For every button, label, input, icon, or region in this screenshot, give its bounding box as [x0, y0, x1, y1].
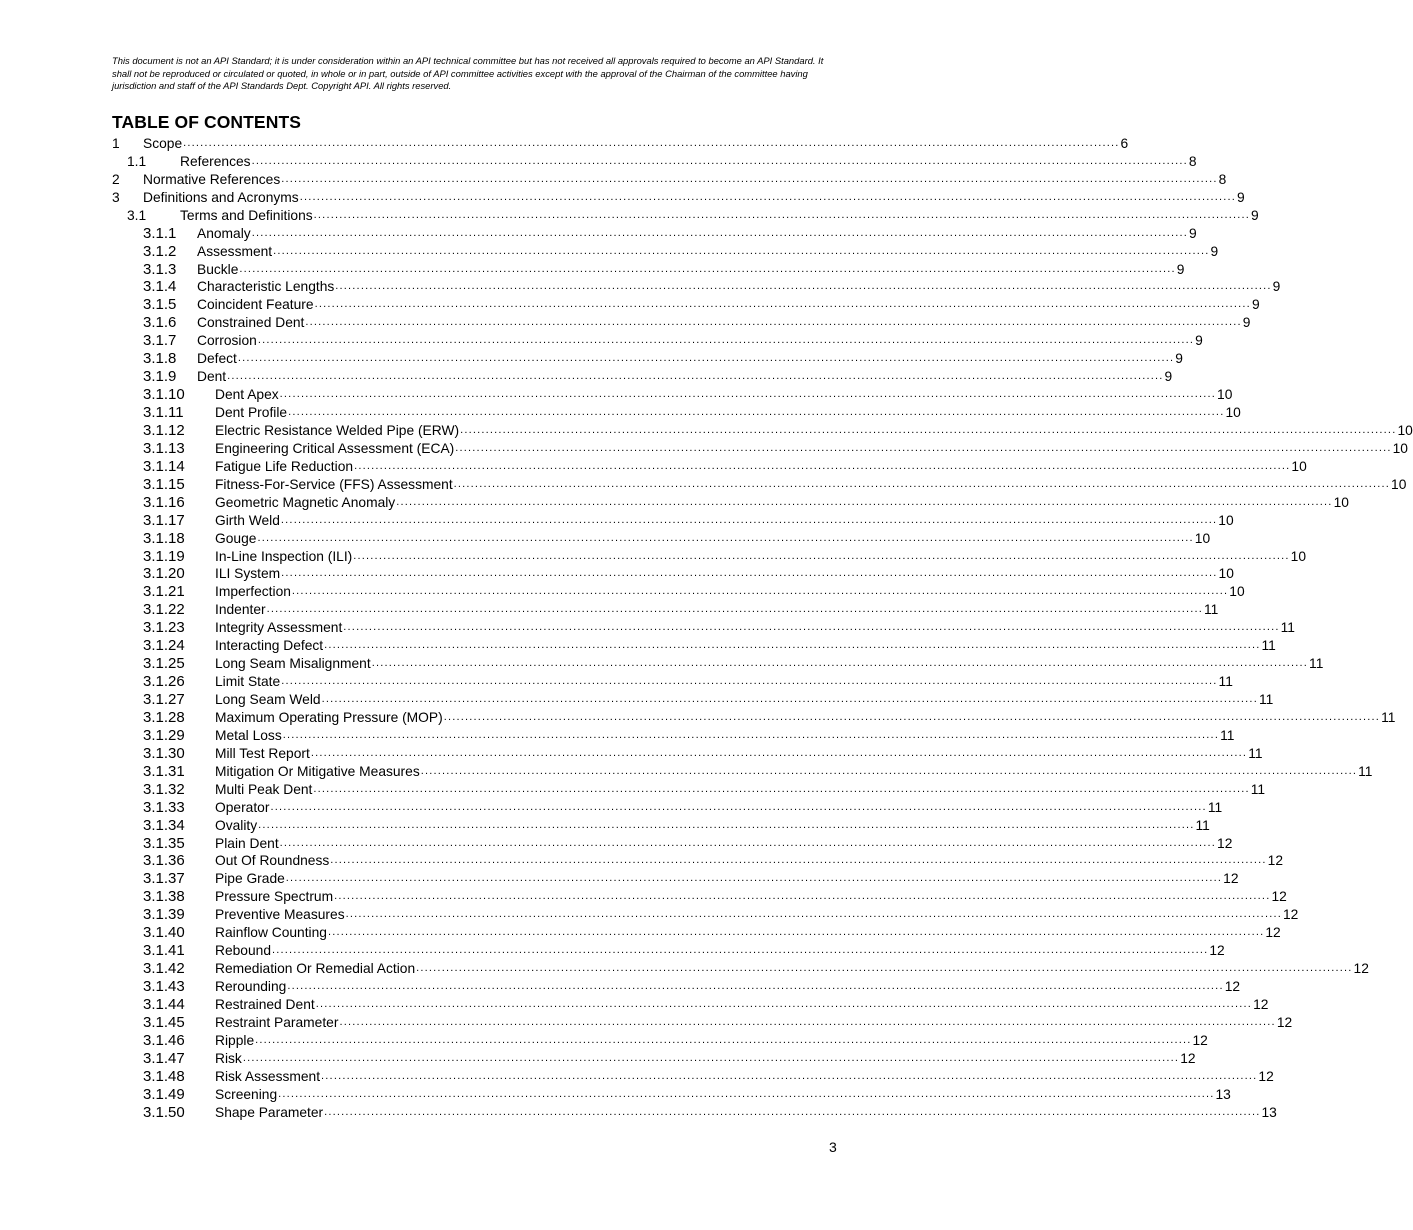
toc-entry-title[interactable]: Maximum Operating Pressure (MOP) [215, 709, 443, 725]
toc-entry[interactable] [112, 654, 1324, 673]
toc-entry-title[interactable]: Integrity Assessment [215, 620, 343, 636]
toc-entry-title[interactable]: Constrained Dent [197, 315, 305, 331]
toc-entry[interactable] [112, 224, 1197, 242]
toc-entry-number: 3.1.21 [143, 583, 185, 601]
toc-entry-page[interactable]: 10 [1290, 548, 1306, 564]
toc-entry-page[interactable]: 11 [1207, 799, 1223, 815]
toc-entry-page[interactable]: 12 [1192, 1032, 1208, 1048]
toc-entry-number: 3.1.33 [143, 798, 185, 816]
toc-entry-page[interactable]: 13 [1215, 1086, 1231, 1102]
toc-entry-page[interactable]: 11 [1258, 692, 1274, 707]
toc-entry-number: 3.1.46 [143, 1031, 185, 1049]
toc-entry[interactable] [112, 600, 1219, 619]
dot-leader: ............................................................................................................................................................................................................................ [183, 136, 1120, 149]
toc-entry-title[interactable]: Buckle [197, 261, 239, 277]
toc-entry-page[interactable]: 10 [1391, 476, 1407, 492]
dot-leader: ............................................................................................................................................................................................................................ [321, 693, 1258, 705]
toc-entry-number: 3.1.23 [143, 619, 185, 637]
toc-entry[interactable] [112, 547, 1306, 565]
dot-leader: ............................................................................................................................................................................................................................ [353, 549, 1290, 562]
toc-entry-page[interactable]: 11 [1204, 602, 1219, 618]
dot-leader: ............................................................................................................................................................................................................................ [280, 513, 1218, 526]
toc-entry-page[interactable]: 9 [1176, 261, 1185, 277]
toc-entry[interactable] [112, 977, 1241, 995]
toc-entry-number: 3.1.44 [143, 995, 185, 1013]
toc-entry-number: 3.1.47 [143, 1049, 185, 1067]
toc-entry[interactable] [112, 331, 1203, 350]
toc-entry[interactable] [112, 672, 1233, 691]
toc-entry[interactable] [112, 995, 1269, 1013]
toc-entry-number: 3.1.36 [143, 852, 185, 870]
dot-leader: ............................................................................................................................................................................................................................ [227, 370, 1164, 383]
toc-heading: TABLE OF CONTENTS [112, 112, 302, 132]
toc-entry-number: 3.1.28 [143, 708, 185, 726]
toc-entry[interactable] [112, 762, 1373, 780]
toc-entry[interactable] [112, 798, 1223, 816]
toc-entry-title[interactable]: Remediation Or Remedial Action [215, 961, 416, 977]
dot-leader: ............................................................................................................................................................................................................................ [239, 262, 1176, 275]
toc-entry-title[interactable]: Dent Profile [215, 405, 288, 420]
toc-entry-number: 3.1.1 [143, 224, 177, 242]
dot-leader: ............................................................................................................................................................................................................................ [273, 244, 1210, 257]
toc-entry[interactable] [112, 618, 1295, 637]
toc-entry-title[interactable]: Long Seam Misalignment [215, 656, 371, 672]
dot-leader: ............................................................................................................................................................................................................................ [299, 190, 1237, 203]
toc-entry-number: 2 [112, 171, 120, 187]
toc-entry-number: 3.1.29 [143, 726, 185, 744]
toc-entry-number: 3.1.22 [143, 601, 185, 619]
toc-entry-page[interactable]: 11 [1250, 781, 1266, 797]
toc-entry-page[interactable]: 9 [1237, 189, 1245, 205]
toc-entry[interactable] [112, 1049, 1196, 1067]
dot-leader: ............................................................................................................................................................................................................................ [237, 352, 1175, 365]
dot-leader: ............................................................................................................................................................................................................................ [443, 710, 1381, 723]
toc-entry[interactable] [112, 421, 1413, 439]
toc-entry-number: 3.1.38 [143, 888, 185, 906]
toc-entry-number: 1 [112, 135, 120, 151]
toc-entry[interactable] [112, 475, 1407, 493]
toc-entry[interactable] [112, 1085, 1231, 1103]
toc-entry-page[interactable]: 9 [1195, 333, 1203, 349]
toc-entry[interactable] [112, 188, 1245, 206]
toc-entry-number: 3.1.7 [143, 332, 177, 350]
toc-entry-number: 3.1.15 [143, 475, 185, 493]
toc-entry-page[interactable]: 10 [1291, 458, 1307, 474]
toc-entry-title[interactable]: Definitions and Acronyms [143, 189, 299, 205]
toc-entry-title[interactable]: Multi Peak Dent [215, 781, 313, 797]
toc-entry[interactable] [112, 349, 1183, 368]
toc-entry-title[interactable]: ILI System [215, 566, 281, 582]
toc-entry[interactable] [112, 1103, 1277, 1121]
toc-entry[interactable] [112, 529, 1211, 547]
dot-leader: ............................................................................................................................................................................................................................ [266, 603, 1203, 616]
toc-entry-title[interactable]: Out Of Roundness [215, 853, 330, 869]
dot-leader: ............................................................................................................................................................................................................................ [257, 531, 1194, 544]
toc-entry-page[interactable]: 10 [1333, 494, 1349, 510]
dot-leader: ............................................................................................................................................................................................................................ [327, 926, 1265, 939]
toc-entry-title[interactable]: Imperfection [215, 584, 291, 600]
toc-entry[interactable] [112, 941, 1225, 960]
toc-entry[interactable] [112, 511, 1234, 529]
toc-entry-page[interactable]: 11 [1358, 763, 1373, 779]
toc-entry-title[interactable]: Electric Resistance Welded Pipe (ERW) [215, 422, 460, 438]
toc-entry-page[interactable]: 12 [1267, 853, 1283, 869]
toc-entry[interactable] [112, 726, 1235, 744]
toc-entry-title[interactable]: Shape Parameter [215, 1104, 324, 1120]
toc-entry-title[interactable]: Dent Apex [215, 387, 279, 403]
toc-entry[interactable] [112, 636, 1276, 655]
toc-entry[interactable] [112, 852, 1283, 870]
dot-leader: ............................................................................................................................................................................................................................ [285, 872, 1223, 885]
toc-entry-number: 3.1.4 [143, 278, 177, 296]
disclaimer-text: This document is not an API Standard; it is under consideration within an API technical committee but has not received all approvals required to become an API Standard. It shall not be reproduced or circulated or quoted, in whole or in part, outside of API committee activities except with the approval of the Chairman of the committee having jurisdiction and staff of the API Standards Dept. Copyright API. All rights reserved. [112, 55, 824, 92]
toc-entry[interactable] [112, 744, 1263, 762]
toc-entry-title[interactable]: Fatigue Life Reduction [215, 458, 354, 474]
toc-entry-page[interactable]: 12 [1209, 943, 1225, 959]
toc-entry-number: 3.1.20 [143, 565, 185, 583]
dot-leader: ............................................................................................................................................................................................................................ [257, 334, 1195, 347]
dot-leader: ............................................................................................................................................................................................................................ [335, 280, 1272, 293]
toc-entry[interactable] [112, 295, 1260, 314]
dot-leader: ............................................................................................................................................................................................................................ [324, 1105, 1261, 1118]
toc-entry-number: 3.1 [127, 207, 147, 223]
toc-entry-page[interactable]: 9 [1210, 243, 1219, 259]
toc-entry-page[interactable]: 12 [1258, 1068, 1274, 1084]
toc-entry-page[interactable]: 11 [1309, 656, 1324, 672]
toc-entry-page[interactable]: 6 [1120, 135, 1129, 151]
dot-leader: ............................................................................................................................................................................................................................ [279, 836, 1217, 849]
toc-entry-title[interactable]: Ripple [215, 1032, 255, 1048]
toc-entry[interactable] [112, 134, 1129, 152]
dot-leader: ............................................................................................................................................................................................................................ [315, 997, 1253, 1010]
dot-leader: ............................................................................................................................................................................................................................ [343, 621, 1280, 634]
toc-entry-page[interactable]: 12 [1265, 925, 1281, 941]
dot-leader: ............................................................................................................................................................................................................................ [281, 172, 1218, 185]
toc-entry[interactable] [112, 887, 1287, 906]
dot-leader: ............................................................................................................................................................................................................................ [460, 423, 1397, 436]
toc-entry-title[interactable]: Metal Loss [215, 727, 282, 743]
toc-entry[interactable] [112, 816, 1210, 834]
dot-leader: ............................................................................................................................................................................................................................ [278, 1087, 1215, 1100]
toc-entry-title[interactable]: Pressure Spectrum [215, 889, 334, 905]
toc-entry-page[interactable]: 8 [1188, 153, 1197, 169]
dot-leader: ............................................................................................................................................................................................................................ [396, 495, 1333, 508]
toc-entry-page[interactable]: 10 [1218, 512, 1234, 528]
toc-entry-page[interactable]: 11 [1280, 620, 1295, 636]
toc-entry-title[interactable]: Engineering Critical Assessment (ECA) [215, 440, 455, 456]
toc-entry-number: 3.1.42 [143, 960, 185, 978]
toc-entry-number: 3.1.48 [143, 1067, 185, 1085]
toc-entry[interactable] [112, 313, 1251, 332]
dot-leader: ............................................................................................................................................................................................................................ [291, 585, 1229, 598]
toc-entry-page[interactable]: 9 [1251, 297, 1260, 313]
toc-entry-number: 3.1.45 [143, 1013, 185, 1031]
toc-entry-number: 3.1.30 [143, 744, 185, 762]
toc-entry-number: 3.1.3 [143, 260, 177, 278]
dot-leader: ............................................................................................................................................................................................................................ [420, 764, 1358, 777]
toc-entry[interactable] [112, 170, 1227, 188]
toc-entry[interactable] [112, 582, 1245, 601]
toc-entry-number: 3.1.32 [143, 780, 185, 798]
toc-entry-number: 3.1.13 [143, 439, 185, 457]
toc-entry-title[interactable]: Girth Weld [215, 512, 280, 528]
toc-entry[interactable] [112, 1067, 1274, 1085]
toc-entry-title[interactable]: Geometric Magnetic Anomaly [215, 494, 396, 510]
dot-leader: ............................................................................................................................................................................................................................ [255, 1033, 1192, 1046]
toc-entry-number: 3.1.16 [143, 493, 185, 511]
toc-entry-number: 3.1.17 [143, 511, 185, 529]
toc-entry-title[interactable]: Terms and Definitions [180, 207, 313, 223]
toc-entry-number: 3.1.8 [143, 350, 177, 368]
toc-entry-page[interactable]: 10 [1217, 387, 1233, 403]
toc-entry-number: 3.1.34 [143, 816, 185, 834]
toc-entry[interactable] [112, 152, 1197, 170]
toc-entry-title[interactable]: Ovality [215, 817, 258, 833]
toc-entry-page[interactable]: 12 [1223, 871, 1239, 887]
toc-entry-title[interactable]: Dent [197, 369, 227, 385]
toc-entry-page[interactable]: 9 [1242, 315, 1251, 331]
dot-leader: ............................................................................................................................................................................................................................ [330, 854, 1267, 867]
toc-entry[interactable] [112, 1013, 1293, 1031]
toc-entry-page[interactable]: 9 [1175, 351, 1183, 367]
toc-entry-title[interactable]: Mitigation Or Mitigative Measures [215, 763, 420, 779]
toc-entry-title[interactable]: Long Seam Weld [215, 692, 321, 707]
toc-entry[interactable] [112, 565, 1234, 583]
toc-entry-title[interactable]: Plain Dent [215, 835, 279, 851]
toc-entry-number: 3.1.50 [143, 1103, 185, 1121]
toc-entry-title[interactable]: Restrained Dent [215, 996, 315, 1012]
toc-entry-number: 3.1.25 [143, 655, 185, 673]
table-of-contents [112, 134, 1413, 1121]
toc-entry[interactable] [112, 959, 1369, 978]
toc-entry-title[interactable]: Risk Assessment [215, 1068, 321, 1084]
toc-entry-title[interactable]: Operator [215, 799, 270, 815]
toc-entry-page[interactable]: 11 [1261, 638, 1276, 654]
toc-entry-title[interactable]: Indenter [215, 602, 266, 618]
toc-entry-number: 3.1.6 [143, 314, 177, 332]
toc-entry[interactable] [112, 923, 1281, 942]
toc-entry-page[interactable]: 11 [1195, 817, 1210, 833]
dot-leader: ............................................................................................................................................................................................................................ [272, 944, 1209, 957]
toc-entry-title[interactable]: Limit State [215, 674, 281, 690]
dot-leader: ............................................................................................................................................................................................................................ [251, 154, 1188, 167]
dot-leader: ............................................................................................................................................................................................................................ [453, 477, 1391, 490]
toc-entry-title[interactable]: Normative References [143, 171, 281, 187]
toc-entry-title[interactable]: Rebound [215, 943, 272, 959]
toc-entry-title[interactable]: Anomaly [197, 225, 251, 241]
toc-entry-title[interactable]: Pipe Grade [215, 871, 285, 887]
toc-entry-page[interactable]: 9 [1272, 279, 1281, 295]
dot-leader: ............................................................................................................................................................................................................................ [310, 746, 1248, 759]
toc-entry-page[interactable]: 11 [1218, 674, 1233, 690]
toc-entry-page[interactable]: 11 [1381, 709, 1396, 725]
toc-entry-number: 3.1.40 [143, 924, 185, 942]
toc-entry-number: 3.1.11 [143, 404, 184, 421]
toc-entry-page[interactable]: 10 [1392, 440, 1408, 456]
toc-entry[interactable] [112, 708, 1396, 726]
toc-entry-title[interactable]: Rainflow Counting [215, 925, 327, 941]
toc-entry-title[interactable]: Mill Test Report [215, 745, 310, 761]
toc-entry-title[interactable]: Screening [215, 1086, 278, 1102]
toc-entry-page[interactable]: 9 [1164, 369, 1173, 385]
toc-entry-page[interactable]: 10 [1194, 530, 1211, 546]
dot-leader: ............................................................................................................................................................................................................................ [354, 459, 1291, 472]
dot-leader: ............................................................................................................................................................................................................................ [281, 675, 1218, 688]
dot-leader: ............................................................................................................................................................................................................................ [251, 226, 1189, 239]
dot-leader: ............................................................................................................................................................................................................................ [281, 567, 1218, 580]
dot-leader: ............................................................................................................................................................................................................................ [288, 406, 1225, 418]
toc-entry-number: 3.1.31 [143, 762, 185, 780]
toc-entry-page[interactable]: 8 [1218, 171, 1227, 187]
toc-entry-page[interactable]: 12 [1276, 1014, 1293, 1030]
toc-entry-page[interactable]: 10 [1229, 584, 1245, 600]
toc-entry-number: 3 [112, 189, 120, 205]
toc-entry-page[interactable]: 11 [1220, 727, 1235, 743]
toc-entry[interactable] [112, 260, 1185, 278]
toc-entry-page[interactable]: 10 [1397, 422, 1413, 438]
toc-entry-page[interactable]: 13 [1261, 1104, 1277, 1120]
toc-entry[interactable] [112, 780, 1266, 798]
dot-leader: ............................................................................................................................................................................................................................ [258, 818, 1195, 831]
toc-entry-number: 3.1.12 [143, 421, 185, 439]
dot-leader: ............................................................................................................................................................................................................................ [242, 1051, 1180, 1064]
toc-entry-number: 3.1.19 [143, 547, 185, 565]
toc-entry-title[interactable]: References [180, 153, 251, 169]
toc-entry-number: 3.1.24 [143, 637, 185, 655]
toc-entry-number: 3.1.26 [143, 673, 185, 691]
dot-leader: ............................................................................................................................................................................................................................ [270, 800, 1207, 813]
dot-leader: ............................................................................................................................................................................................................................ [345, 908, 1282, 921]
toc-entry-page[interactable]: 9 [1189, 225, 1197, 241]
toc-entry-page[interactable]: 12 [1253, 996, 1269, 1012]
toc-entry[interactable] [112, 403, 1241, 421]
toc-entry[interactable] [112, 206, 1259, 224]
toc-entry-number: 3.1.9 [143, 368, 177, 386]
toc-entry-number: 3.1.37 [143, 870, 185, 888]
dot-leader: ............................................................................................................................................................................................................................ [305, 316, 1242, 329]
toc-entry[interactable] [112, 367, 1173, 386]
dot-leader: ............................................................................................................................................................................................................................ [321, 1069, 1258, 1082]
toc-entry-page[interactable]: 10 [1218, 566, 1234, 582]
toc-entry[interactable] [112, 493, 1349, 511]
toc-entry-number: 3.1.41 [143, 942, 185, 960]
toc-entry-title[interactable]: Gouge [215, 530, 257, 546]
toc-entry-number: 3.1.27 [143, 691, 185, 708]
toc-entry-number: 3.1.14 [143, 457, 185, 475]
toc-entry-page[interactable]: 12 [1271, 889, 1287, 905]
dot-leader: ............................................................................................................................................................................................................................ [313, 782, 1250, 795]
toc-entry-number: 3.1.18 [143, 529, 185, 547]
toc-entry[interactable] [112, 385, 1233, 404]
dot-leader: ............................................................................................................................................................................................................................ [314, 298, 1251, 311]
toc-entry-title[interactable]: Defect [197, 351, 237, 367]
dot-leader: ............................................................................................................................................................................................................................ [455, 441, 1392, 454]
toc-entry-title[interactable]: Restraint Parameter [215, 1014, 339, 1030]
toc-entry[interactable] [112, 439, 1408, 457]
toc-entry-number: 3.1.49 [143, 1085, 185, 1103]
toc-entry-title[interactable]: Interacting Defect [215, 638, 324, 654]
toc-entry-number: 3.1.2 [143, 242, 177, 260]
toc-entry[interactable] [112, 690, 1274, 708]
dot-leader: ............................................................................................................................................................................................................................ [313, 208, 1251, 221]
toc-entry-page[interactable]: 12 [1224, 979, 1241, 994]
toc-entry-page[interactable]: 12 [1217, 835, 1233, 851]
toc-entry[interactable] [112, 905, 1299, 924]
toc-entry-title[interactable]: Preventive Measures [215, 907, 345, 923]
toc-entry-title[interactable]: Assessment [197, 243, 273, 259]
toc-entry-number: 3.1.39 [143, 906, 185, 924]
toc-entry[interactable] [112, 834, 1233, 852]
toc-entry-title[interactable]: Characteristic Lengths [197, 279, 335, 295]
toc-entry-page[interactable]: 12 [1180, 1050, 1196, 1066]
toc-entry-title[interactable]: Scope [143, 135, 183, 151]
toc-entry[interactable] [112, 242, 1219, 260]
toc-entry-page[interactable]: 10 [1225, 405, 1241, 420]
toc-entry-title[interactable]: Rerounding [215, 979, 287, 994]
toc-entry[interactable] [112, 457, 1307, 475]
toc-entry-page[interactable]: 12 [1353, 961, 1369, 977]
toc-entry[interactable] [112, 869, 1239, 888]
toc-entry-title[interactable]: In-Line Inspection (ILI) [215, 548, 353, 564]
dot-leader: ............................................................................................................................................................................................................................ [371, 657, 1309, 670]
toc-entry[interactable] [112, 278, 1281, 296]
toc-entry-number: 3.1.43 [143, 978, 185, 995]
toc-entry-page[interactable]: 9 [1251, 207, 1259, 223]
toc-entry-title[interactable]: Corrosion [197, 333, 257, 349]
toc-entry-number: 1.1 [127, 153, 147, 169]
dot-leader: ............................................................................................................................................................................................................................ [324, 639, 1261, 652]
dot-leader: ............................................................................................................................................................................................................................ [339, 1015, 1276, 1028]
page-number: 3 [829, 1139, 837, 1155]
toc-entry-title[interactable]: Fitness-For-Service (FFS) Assessment [215, 476, 453, 492]
toc-entry-page[interactable]: 11 [1248, 745, 1263, 761]
dot-leader: ............................................................................................................................................................................................................................ [279, 388, 1217, 401]
dot-leader: ............................................................................................................................................................................................................................ [334, 890, 1271, 903]
toc-entry-number: 3.1.35 [143, 834, 185, 852]
dot-leader: ............................................................................................................................................................................................................................ [287, 980, 1224, 992]
toc-entry-number: 3.1.10 [143, 386, 185, 404]
dot-leader: ............................................................................................................................................................................................................................ [416, 962, 1353, 975]
toc-entry-number: 3.1.5 [143, 296, 177, 314]
dot-leader: ............................................................................................................................................................................................................................ [282, 728, 1220, 741]
toc-entry-title[interactable]: Coincident Feature [197, 297, 314, 313]
toc-entry-page[interactable]: 12 [1282, 907, 1299, 923]
toc-entry[interactable] [112, 1031, 1208, 1049]
toc-entry-title[interactable]: Risk [215, 1050, 242, 1066]
